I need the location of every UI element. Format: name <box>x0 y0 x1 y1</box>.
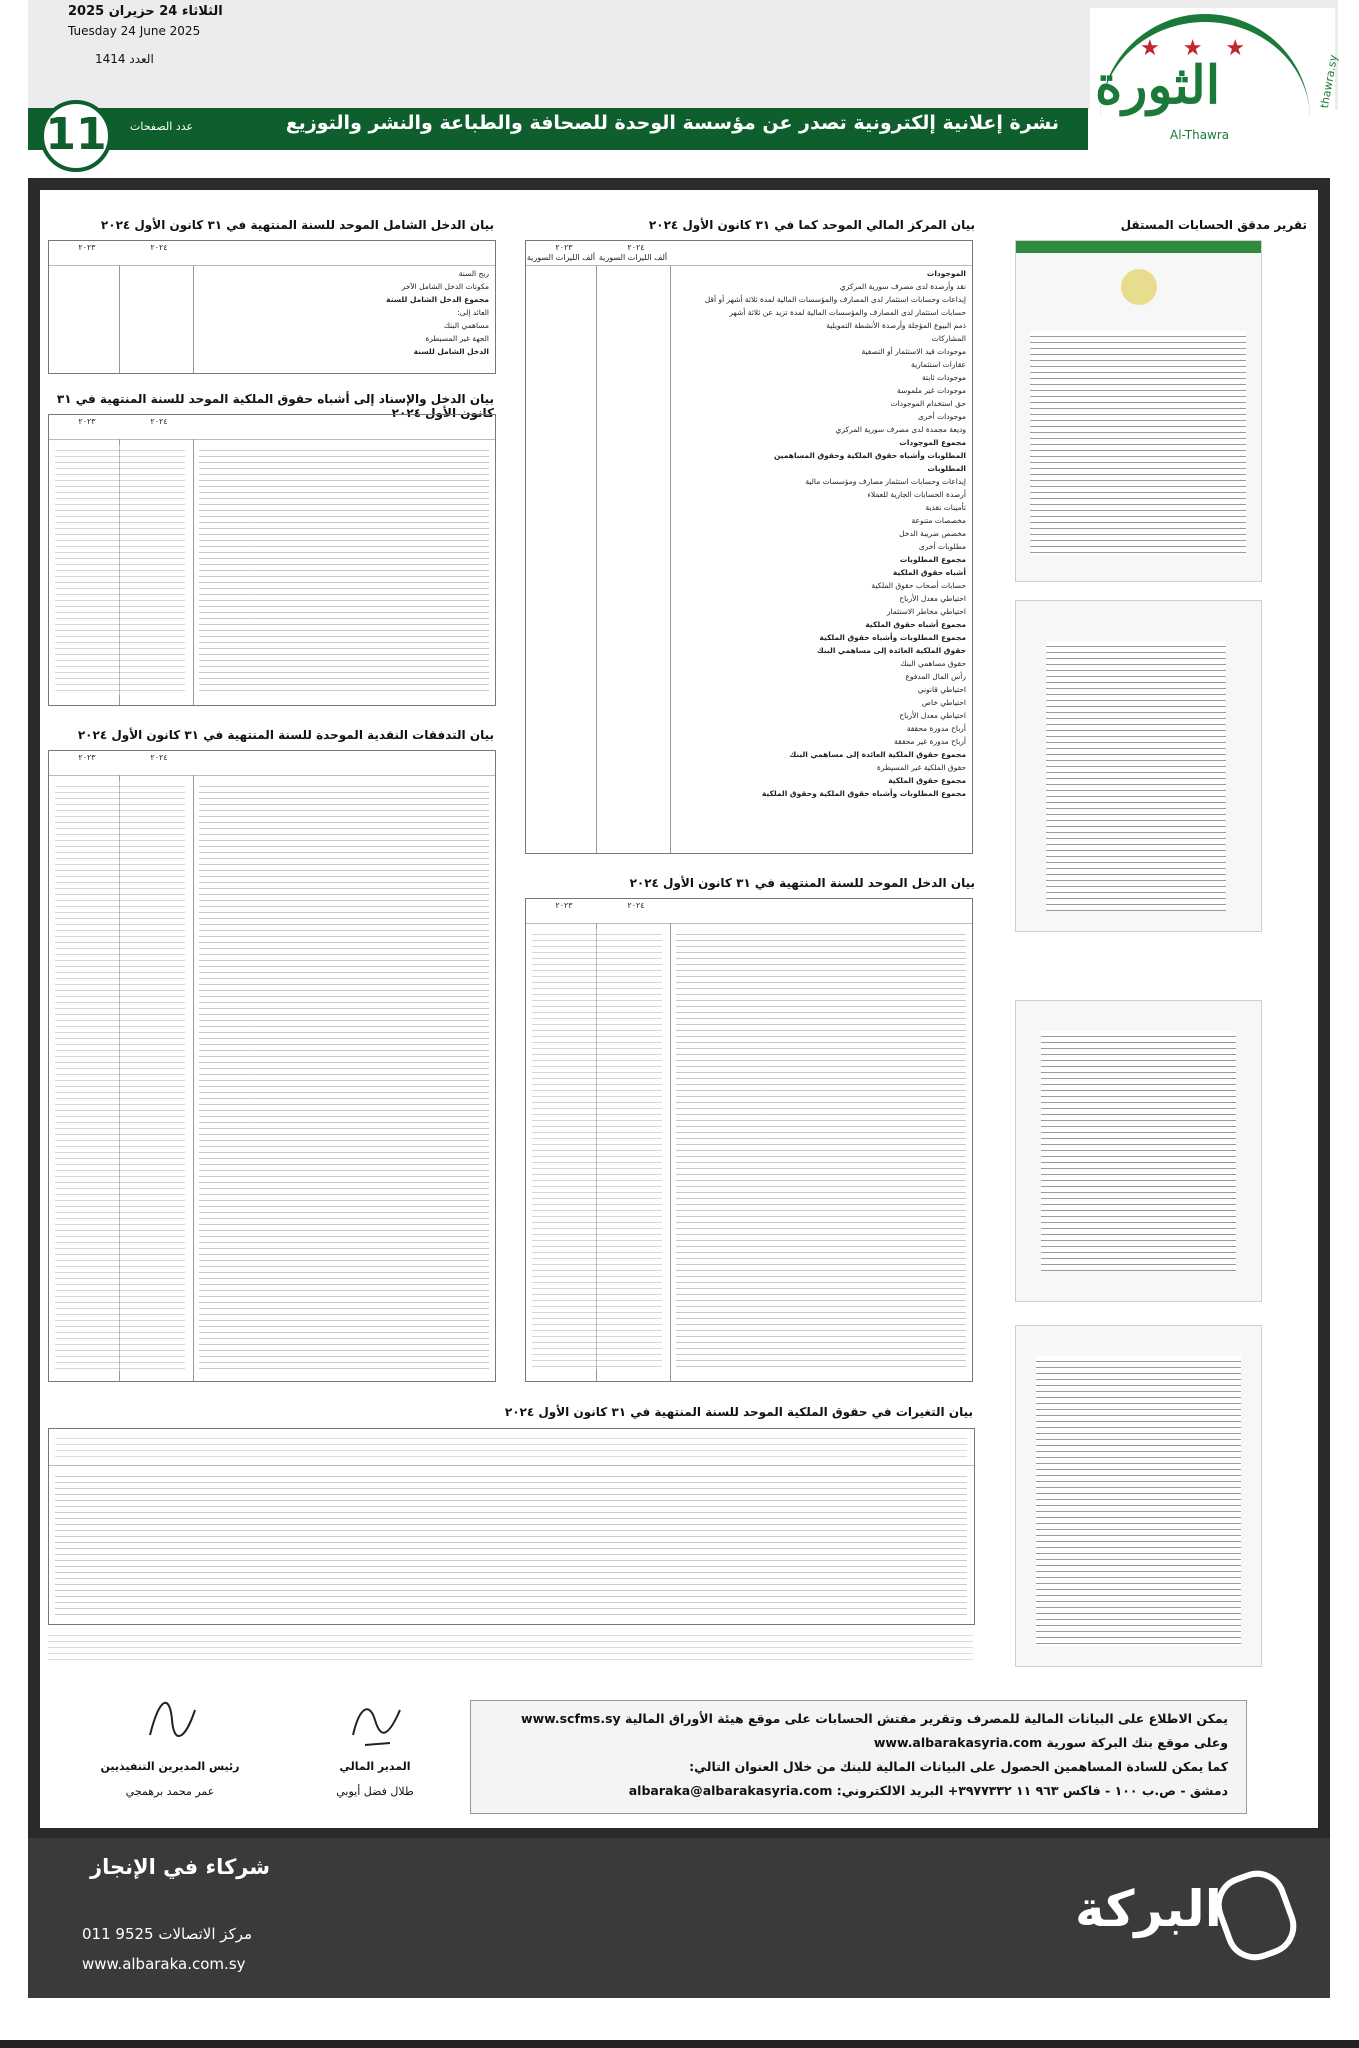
financial-position-labels <box>674 267 966 800</box>
cfo-signature-icon <box>345 1695 405 1750</box>
row-label: رأس المال المدفوع <box>905 672 966 681</box>
col-currency: ألف الليرات السورية <box>526 253 596 262</box>
col-2024: ٢٠٢٤ <box>627 243 645 252</box>
footer-website-link[interactable]: www.albaraka.com.sy <box>82 1955 246 1973</box>
row-label: حقوق مساهمي البنك <box>900 659 966 668</box>
row-label: مجموع المطلوبات وأشباه حقوق الملكية وحقوق الملكية <box>761 789 966 798</box>
row-label: المطلوبات <box>927 464 966 473</box>
income-allocation-title: بيان الدخل والإسناد إلى أشباه حقوق الملكية الموحد للسنة المنتهية في ٣١ كانون الأول ٢٠٢٤ <box>56 392 494 420</box>
auditor-report-title: تقرير مدقق الحسابات المستقل <box>1120 218 1307 232</box>
row-label: مجموع الموجودات <box>899 438 966 447</box>
ceo-name: عمر محمد برهمجي <box>125 1785 215 1798</box>
auditor-report-page-1 <box>1015 240 1262 582</box>
stars-icon: ★ ★ ★ <box>1140 36 1254 61</box>
col-divider <box>670 923 671 1381</box>
row-label: المطلوبات وأشباه حقوق الملكية وحقوق المساهمين <box>773 451 966 460</box>
col-2024: ٢٠٢٤ <box>150 417 168 426</box>
header-rule <box>49 439 495 440</box>
albaraka-wordmark: البركة <box>1075 1880 1222 1938</box>
comprehensive-income-title: بيان الدخل الشامل الموحد للسنة المنتهية في ٣١ كانون الأول ٢٠٢٤ <box>100 218 494 232</box>
row-label: احتياطي مخاطر الاستثمار <box>886 607 966 616</box>
row-label: مساهمي البنك <box>443 321 489 330</box>
row-label: موجودات ثابتة <box>921 373 966 382</box>
row-label: مجموع حقوق الملكية <box>888 776 966 785</box>
income-allocation-table <box>48 414 496 706</box>
masthead-tagline: نشرة إعلانية إلكترونية تصدر عن مؤسسة الوحدة للصحافة والطباعة والنشر والتوزيع <box>285 112 1059 134</box>
equity-changes-title: بيان التغيرات في حقوق الملكية الموحد للسنة المنتهية في ٣١ كانون الأول ٢٠٢٤ <box>504 1405 973 1419</box>
header-rule <box>49 265 495 266</box>
col-currency: ألف الليرات السورية <box>598 253 668 262</box>
issue-number: العدد 1414 <box>95 52 154 66</box>
row-label: المشاركات <box>931 334 966 343</box>
row-label: مجموع المطلوبات <box>899 555 966 564</box>
notes-line-2: وعلى موقع بنك البركة سورية www.albarakasyria.com <box>873 1735 1228 1750</box>
report-text-block <box>1030 331 1246 556</box>
equity-changes-table <box>48 1428 975 1625</box>
income-statement-table <box>525 898 973 1382</box>
col-divider <box>193 775 194 1381</box>
notes-line-3: كما يمكن للسادة المساهمين الحصول على البيانات المالية للبنك من خلال العنوان التالي: <box>689 1759 1228 1774</box>
col-divider <box>670 265 671 853</box>
row-label: مخصصات متنوعة <box>911 516 966 525</box>
row-label: احتياطي خاص <box>921 698 966 707</box>
row-label: احتياطي معدل الأرباح <box>899 594 966 603</box>
header-rule <box>49 775 495 776</box>
row-label: حسابات استثمار لدى المصارف والمؤسسات المالية لمدة تزيد عن ثلاثة أشهر <box>729 308 966 317</box>
col-2024: ٢٠٢٤ <box>150 753 168 762</box>
ceo-title: رئيس المديرين التنفيذيين <box>100 1760 240 1773</box>
row-label: مكونات الدخل الشامل الآخر <box>401 282 489 291</box>
row-label: أرصدة الحسابات الجارية للعملاء <box>867 490 966 499</box>
ceo-signature-icon <box>140 1690 200 1745</box>
income-allocation-rows <box>199 445 489 695</box>
equity-changes-rows <box>55 1471 967 1616</box>
row-label: إيداعات وحسابات استثمار مصارف ومؤسسات مالية <box>805 477 966 486</box>
row-label: احتياطي قانوني <box>917 685 966 694</box>
financial-position-table <box>525 240 973 854</box>
row-label: مطلوبات أخرى <box>918 542 966 551</box>
equity-changes-column-headers <box>55 1433 967 1461</box>
row-label: حقوق الملكية العائدة إلى مساهمي البنك <box>816 646 966 655</box>
row-label: مجموع الدخل الشامل للسنة <box>386 295 489 304</box>
cash-flows-rows <box>199 781 489 1371</box>
row-label: الجهة غير المسيطرة <box>425 334 489 343</box>
logo-url: thawra.sy <box>1317 53 1341 110</box>
row-label: الدخل الشامل للسنة <box>413 347 489 356</box>
auditor-report-page-4 <box>1015 1325 1262 1667</box>
row-label: موجودات أخرى <box>918 412 966 421</box>
row-label: احتياطي معدل الأرباح <box>899 711 966 720</box>
row-label: أرباح مدورة غير محققة <box>894 737 966 746</box>
row-label: ذمم البيوع المؤجلة وأرصدة الأنشطة التمويلية <box>826 321 966 330</box>
row-label: أشباه حقوق الملكية <box>892 568 966 577</box>
comprehensive-income-labels <box>197 267 489 358</box>
row-label: إيداعات وحسابات استثمار لدى المصارف والمؤسسات المالية لمدة ثلاثة أشهر أو أقل <box>704 295 966 304</box>
report-text-block <box>1041 1031 1236 1271</box>
row-label: موجودات غير ملموسة <box>897 386 966 395</box>
date-arabic: الثلاثاء 24 حزيران 2025 <box>68 4 223 19</box>
notes-line-1: يمكن الاطلاع على البيانات المالية للمصرف وتقرير مفتش الحسابات على موقع هيئة الأوراق المالية www.scfms.sy <box>521 1711 1228 1726</box>
pages-label: عدد الصفحات <box>130 120 194 133</box>
row-label: نقد وأرصدة لدى مصرف سورية المركزي <box>839 282 966 291</box>
row-label: العائد إلى: <box>457 308 489 317</box>
col-2023: ٢٠٢٣ <box>555 243 573 252</box>
row-label: مجموع أشباه حقوق الملكية <box>865 620 966 629</box>
cash-flows-table <box>48 750 496 1382</box>
row-label: مجموع حقوق الملكية العائدة إلى مساهمي البنك <box>789 750 966 759</box>
notes-box <box>470 1700 1247 1814</box>
cash-flows-title: بيان التدفقات النقدية الموحدة للسنة المنتهية في ٣١ كانون الأول ٢٠٢٤ <box>77 728 494 742</box>
col-2023: ٢٠٢٣ <box>78 753 96 762</box>
row-label: وديعة مجمدة لدى مصرف سورية المركزي <box>835 425 966 434</box>
footer-slogan: شركاء في الإنجاز <box>90 1855 270 1879</box>
row-label: الموجودات <box>926 269 966 278</box>
logo-latin: Al-Thawra <box>1170 128 1230 142</box>
header-rule <box>526 923 972 924</box>
auditor-report-page-3 <box>1015 1000 1262 1302</box>
row-label: حقوق الملكية غير المسيطرة <box>876 763 966 772</box>
cfo-name: طلال فضل أيوبي <box>336 1785 414 1798</box>
col-2023: ٢٠٢٣ <box>555 901 573 910</box>
date-english: Tuesday 24 June 2025 <box>68 24 201 38</box>
income-statement-title: بيان الدخل الموحد للسنة المنتهية في ٣١ كانون الأول ٢٠٢٤ <box>629 876 975 890</box>
notes-line-4: دمشق - ص.ب ١٠٠ - فاكس ٩٦٣ ١١ ٣٩٧٧٣٣٢+ البريد الالكتروني: albaraka@albarakasyria.com <box>628 1783 1228 1798</box>
col-2023: ٢٠٢٣ <box>78 243 96 252</box>
col-divider <box>193 439 194 705</box>
col-2024: ٢٠٢٤ <box>627 901 645 910</box>
cfo-title: المدير المالي <box>339 1760 411 1773</box>
row-label: مجموع المطلوبات وأشباه حقوق الملكية <box>819 633 966 642</box>
bottom-rule <box>0 2040 1359 2048</box>
row-label: موجودات قيد الاستثمار أو التصفية <box>861 347 966 356</box>
call-center: مركز الاتصالات 9525 011 <box>82 1925 253 1943</box>
header-rule <box>49 1465 974 1466</box>
report-header-strip <box>1016 241 1261 253</box>
report-text-block <box>1036 1356 1241 1646</box>
row-label: أرباح مدورة محققة <box>906 724 966 733</box>
report-text-block <box>1046 641 1226 911</box>
row-label: حق استخدام الموجودات <box>890 399 966 408</box>
col-divider <box>119 265 120 373</box>
income-statement-values <box>532 929 662 1369</box>
income-allocation-values <box>55 445 185 695</box>
report-seal-icon <box>1121 269 1157 305</box>
col-divider <box>596 265 597 853</box>
auditor-report-page-2 <box>1015 600 1262 932</box>
col-divider <box>193 265 194 373</box>
row-label: حسابات أصحاب حقوق الملكية <box>871 581 966 590</box>
row-label: ربح السنة <box>458 269 489 278</box>
header-rule <box>526 265 972 266</box>
row-label: تأمينات نقدية <box>925 503 966 512</box>
col-2023: ٢٠٢٣ <box>78 417 96 426</box>
income-statement-rows <box>676 929 966 1369</box>
footnote-text <box>48 1630 973 1660</box>
page-number-badge: 11 <box>40 100 112 172</box>
comprehensive-income-table <box>48 240 496 374</box>
col-2024: ٢٠٢٤ <box>150 243 168 252</box>
logo-wordmark: الثورة <box>1095 55 1221 116</box>
financial-position-title: بيان المركز المالي الموحد كما في ٣١ كانون الأول ٢٠٢٤ <box>648 218 975 232</box>
row-label: عقارات استثمارية <box>911 360 966 369</box>
row-label: مخصص ضريبة الدخل <box>899 529 966 538</box>
cash-flows-values <box>55 781 185 1371</box>
